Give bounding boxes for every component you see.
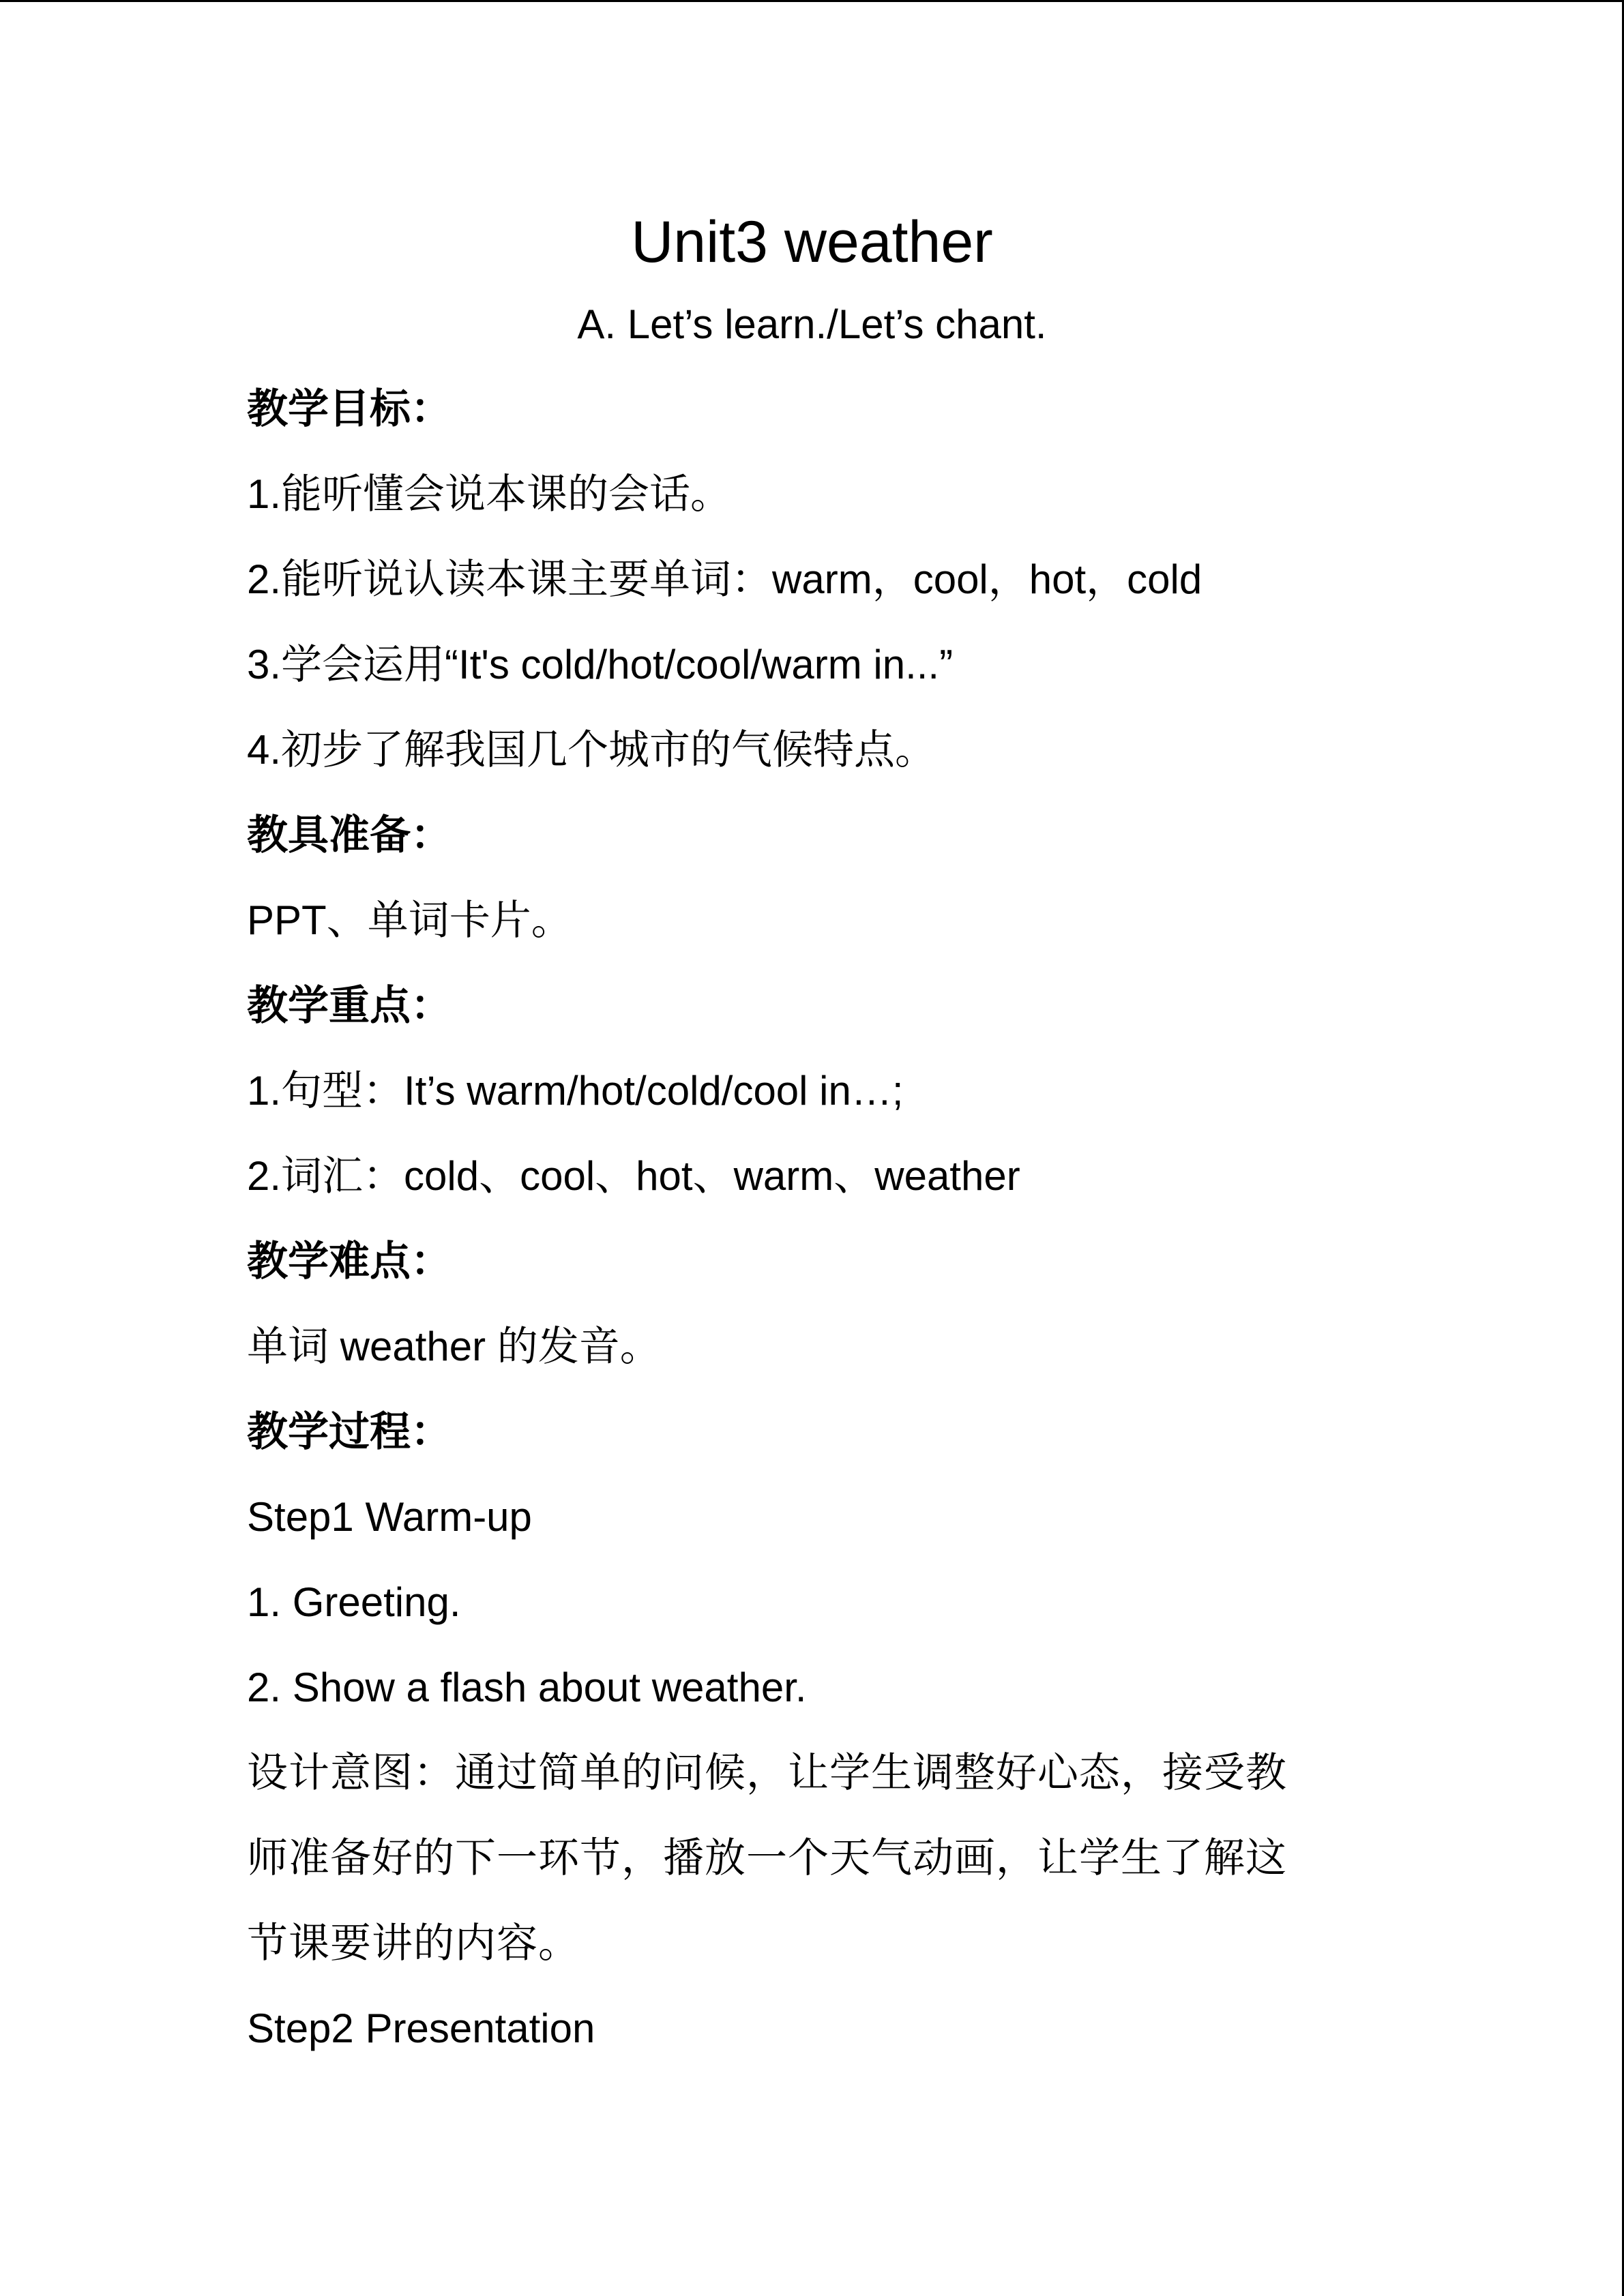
section-heading-procedure: 教学过程： [247,1408,452,1456]
section-heading-key-points: 教学重点： [247,982,452,1030]
document-body [247,382,1365,2087]
section-heading-objectives: 教学目标： [247,385,452,433]
design-intent-line: 节课要讲的内容。 [247,1920,580,1966]
key-point-item: 2.词汇：cold、cool、hot、warm、weather [247,1153,1020,1199]
materials-text: PPT、单词卡片。 [247,897,572,943]
objective-item: 1.能听懂会说本课的会话。 [247,471,732,517]
difficulty-text: 单词 weather 的发音。 [247,1324,661,1369]
step-heading: Step2 Presentation [247,2006,595,2051]
design-intent-line: 师准备好的下一环节，播放一个天气动画，让学生了解这 [247,1835,1287,1881]
step-item: 2. Show a flash about weather. [247,1665,807,1710]
objective-item: 3.学会运用“It's cold/hot/cool/warm in...” [247,642,954,687]
section-heading-materials: 教具准备： [247,811,452,859]
section-heading-difficulties: 教学难点： [247,1238,452,1285]
step-item: 1. Greeting. [247,1579,461,1625]
objective-item: 4.初步了解我国几个城市的气候特点。 [247,727,936,773]
document-title: Unit3 weather [631,209,993,275]
design-intent-line: 设计意图：通过简单的问候，让学生调整好心态，接受教 [247,1750,1287,1795]
page-top-border [0,0,1624,2]
document-subtitle: A. Let’s learn./Let’s chant. [577,301,1047,347]
key-point-item: 1.句型：It’s warm/hot/cold/cool in…; [247,1068,904,1114]
step-heading: Step1 Warm-up [247,1494,532,1540]
objective-item: 2.能听说认读本课主要单词：warm，cool，hot，cold [247,556,1202,602]
